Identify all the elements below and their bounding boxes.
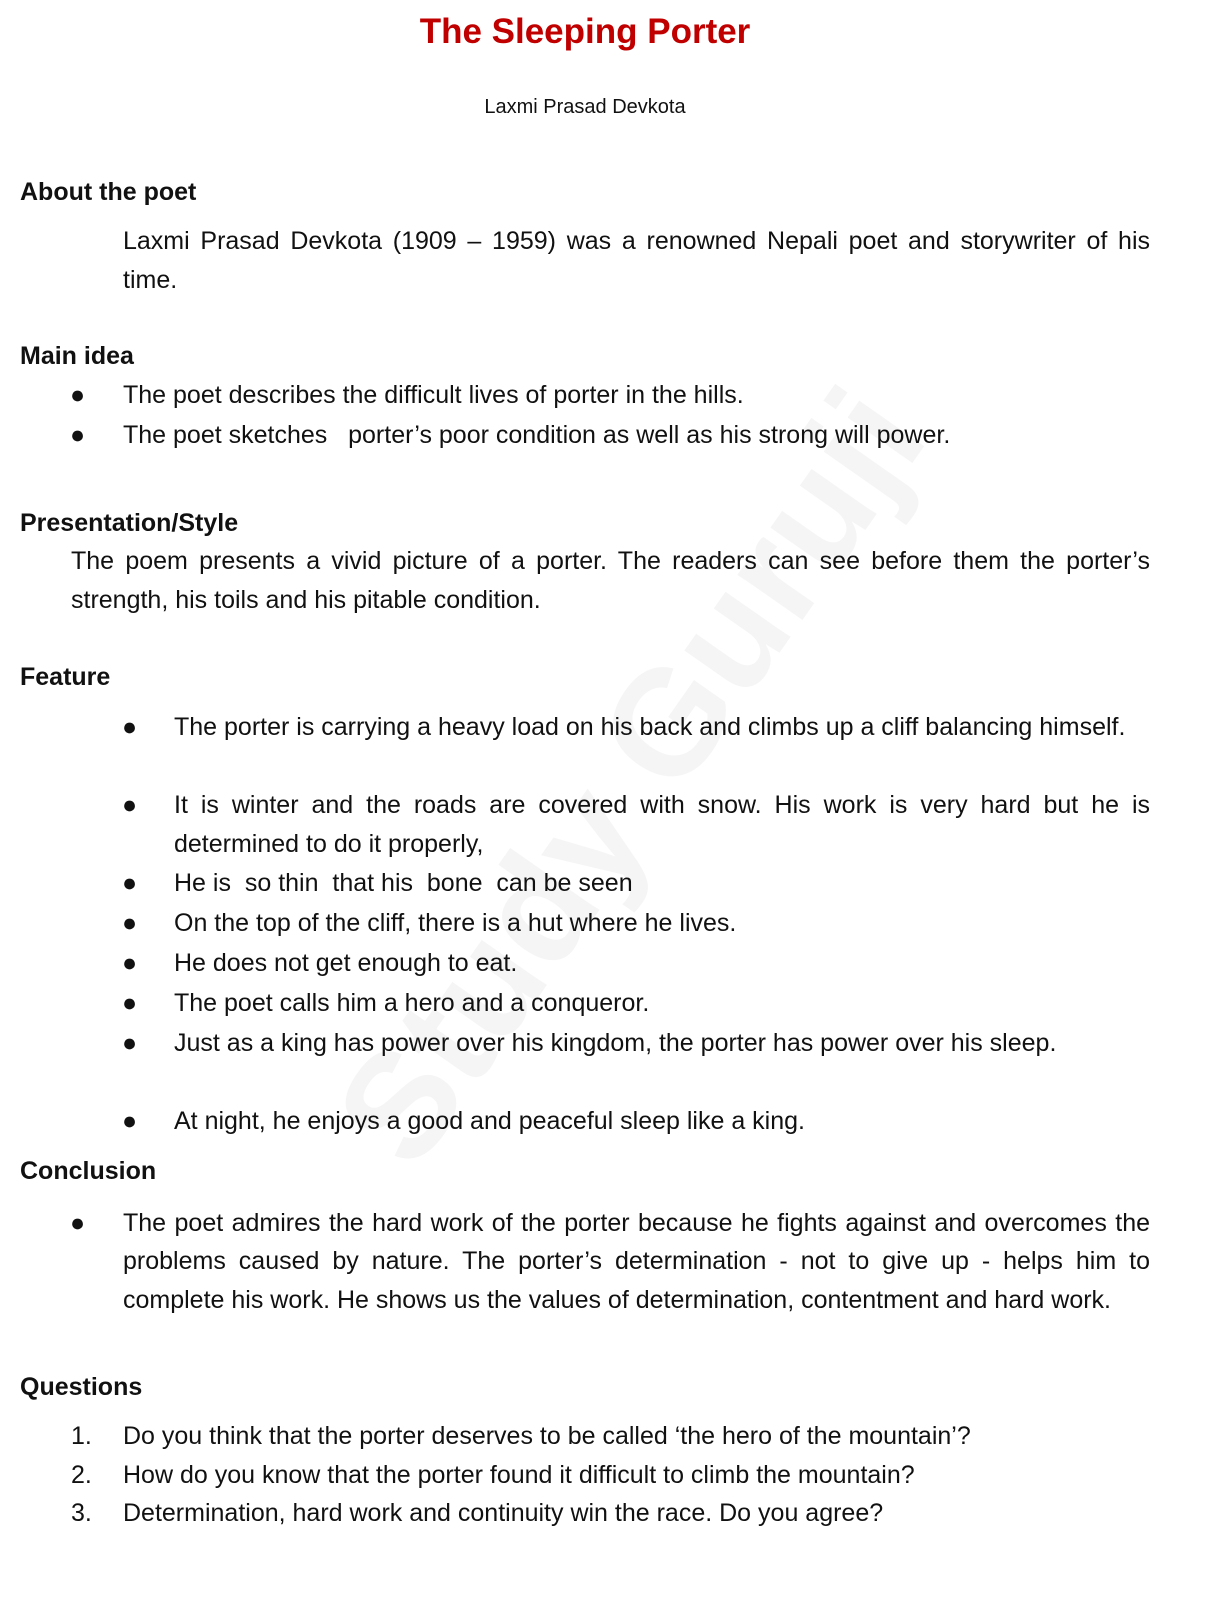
bullet-icon: ●	[122, 713, 138, 741]
list-item: He does not get enough to eat.	[174, 949, 518, 977]
bullet-icon: ●	[122, 1029, 138, 1057]
list-item: He is so thin that his bone can be seen	[174, 869, 633, 897]
question-number: 2.	[71, 1461, 92, 1489]
question-text: How do you know that the porter found it difficult to climb the mountain?	[123, 1461, 915, 1489]
about-text: Laxmi Prasad Devkota (1909 – 1959) was a renowned Nepali poet and storywriter of his time.	[123, 227, 1150, 294]
conclusion-heading: Conclusion	[20, 1157, 157, 1185]
conclusion-text: The poet admires the hard work of the porter because he fights against and overcomes the problems caused by nature. The porter’s determination - not to give up - helps him to complete his work. He shows us the values of determination, contentment and hard work.	[123, 1209, 1150, 1314]
question-number: 1.	[71, 1422, 92, 1450]
author-name: Laxmi Prasad Devkota	[484, 96, 686, 118]
list-item: The poet sketches porter’s poor condition as well as his strong will power.	[123, 421, 951, 449]
list-item: The poet describes the difficult lives of porter in the hills.	[123, 381, 744, 409]
bullet-icon: ●	[122, 791, 138, 819]
list-item: Just as a king has power over his kingdom, the porter has power over his sleep.	[174, 1029, 1057, 1057]
list-item: The poet calls him a hero and a conqueror.	[174, 989, 650, 1017]
feature-heading: Feature	[20, 663, 111, 691]
bullet-icon: ●	[122, 909, 138, 937]
list-item: On the top of the cliff, there is a hut where he lives.	[174, 909, 737, 937]
main-idea-heading: Main idea	[20, 342, 134, 370]
watermark	[301, 358, 959, 1194]
list-item: At night, he enjoys a good and peaceful sleep like a king.	[174, 1107, 805, 1135]
question-text: Determination, hard work and continuity win the race. Do you agree?	[123, 1499, 884, 1527]
bullet-icon: ●	[70, 421, 86, 449]
bullet-icon: ●	[122, 869, 138, 897]
bullet-icon: ●	[122, 1107, 138, 1135]
list-item: It is winter and the roads are covered with snow. His work is very hard but he is determined to do it properly,	[174, 791, 1150, 858]
question-number: 3.	[71, 1499, 92, 1527]
presentation-heading: Presentation/Style	[20, 509, 239, 537]
question-text: Do you think that the porter deserves to be called ‘the hero of the mountain’?	[123, 1422, 971, 1450]
bullet-icon: ●	[70, 381, 86, 409]
bullet-icon: ●	[70, 1209, 86, 1237]
bullet-icon: ●	[122, 949, 138, 977]
list-item: The porter is carrying a heavy load on his back and climbs up a cliff balancing himself.	[174, 713, 1126, 741]
document-title: The Sleeping Porter	[419, 12, 751, 51]
about-heading: About the poet	[20, 178, 197, 206]
questions-heading: Questions	[20, 1373, 143, 1401]
bullet-icon: ●	[122, 989, 138, 1017]
presentation-text: The poem presents a vivid picture of a porter. The readers can see before them the porter’s strength, his toils and his pitable condition.	[71, 547, 1150, 614]
